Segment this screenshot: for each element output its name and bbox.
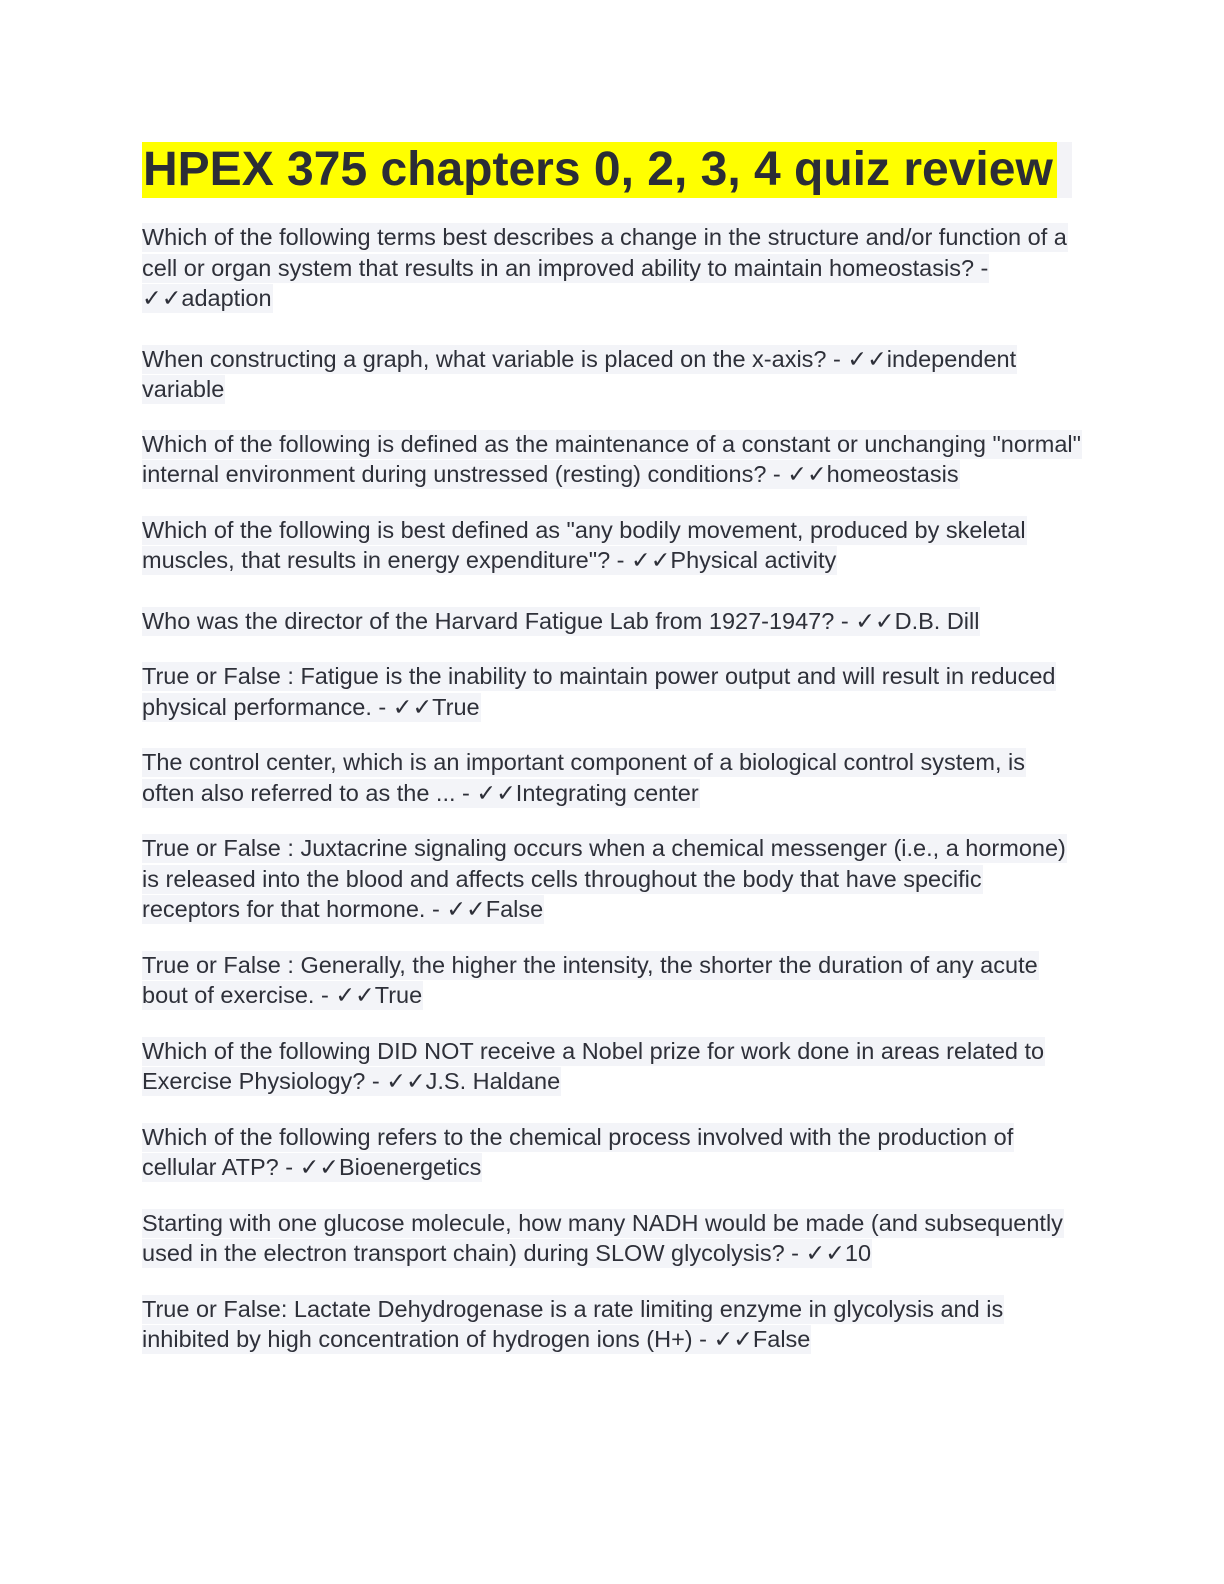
answer-text: ✓✓False xyxy=(713,1326,811,1352)
question-text: When constructing a graph, what variable is placed on the x-axis? - xyxy=(142,345,848,372)
qa-item xyxy=(142,515,1082,576)
title-band xyxy=(142,142,1072,198)
question-text: Which of the following is best defined as "any bodily movement, produced by skeletal muscles, that results in energy expenditure"? - xyxy=(142,516,1026,573)
qa-item xyxy=(142,344,1082,405)
question-text: Which of the following terms best describes a change in the structure and/or function of a cell or organ system that results in an improved ability to maintain homeostasis? - xyxy=(142,224,1067,281)
qa-item xyxy=(142,1122,1082,1183)
answer-text: ✓✓D.B. Dill xyxy=(855,607,980,634)
qa-item xyxy=(142,1036,1082,1097)
qa-item xyxy=(142,747,1082,808)
qa-item xyxy=(142,429,1082,490)
answer-text: ✓✓J.S. Haldane xyxy=(386,1068,561,1094)
document-title: HPEX 375 chapters 0, 2, 3, 4 quiz review xyxy=(142,142,1057,198)
answer-text: ✓✓False xyxy=(446,896,544,922)
question-text: Who was the director of the Harvard Fatigue Lab from 1927-1947? - xyxy=(142,607,856,634)
question-text: Which of the following is defined as the maintenance of a constant or unchanging "normal" internal environment during unstressed (resting) conditions? - xyxy=(142,430,1081,487)
answer-text: ✓✓homeostasis xyxy=(787,461,959,487)
question-text: True or False : Fatigue is the inability to maintain power output and will result in reduced physical performance. - xyxy=(142,663,1056,720)
qa-item xyxy=(142,1294,1082,1355)
qa-item xyxy=(142,661,1082,722)
answer-text: ✓✓Physical activity xyxy=(631,547,837,573)
question-text: True or False : Juxtacrine signaling occurs when a chemical messenger (i.e., a hormone) is released into the blood and affects cells throughout the body that have specific receptors for that hormone. - xyxy=(142,835,1066,922)
qa-item xyxy=(142,950,1082,1011)
answer-text: ✓✓True xyxy=(335,982,423,1008)
question-text: True or False : Generally, the higher the intensity, the shorter the duration of any acute bout of exercise. - xyxy=(142,951,1038,1008)
question-text: Starting with one glucose molecule, how many NADH would be made (and subsequently used in the electron transport chain) during SLOW glycolysis? - xyxy=(142,1209,1063,1266)
question-text: True or False: Lactate Dehydrogenase is a rate limiting enzyme in glycolysis and is inhibited by high concentration of hydrogen ions (H+) - xyxy=(142,1295,1004,1352)
question-text: The control center, which is an important component of a biological control system, is often also referred to as the ... - xyxy=(142,749,1025,806)
answer-text: ✓✓independent variable xyxy=(142,345,1017,402)
qa-item xyxy=(142,833,1082,925)
answer-text: ✓✓Bioenergetics xyxy=(299,1154,482,1180)
question-text: Which of the following DID NOT receive a Nobel prize for work done in areas related to Exercise Physiology? - xyxy=(142,1037,1045,1094)
answer-text: ✓✓Integrating center xyxy=(476,779,699,806)
answer-text: ✓✓True xyxy=(392,693,480,720)
qa-list xyxy=(142,222,1082,1380)
qa-item xyxy=(142,606,1082,637)
question-text: Which of the following refers to the chemical process involved with the production of cellular ATP? - xyxy=(142,1123,1014,1180)
answer-text: ✓✓10 xyxy=(805,1240,872,1266)
qa-item xyxy=(142,1208,1082,1269)
qa-item xyxy=(142,222,1082,314)
answer-text: ✓✓adaption xyxy=(142,285,272,311)
